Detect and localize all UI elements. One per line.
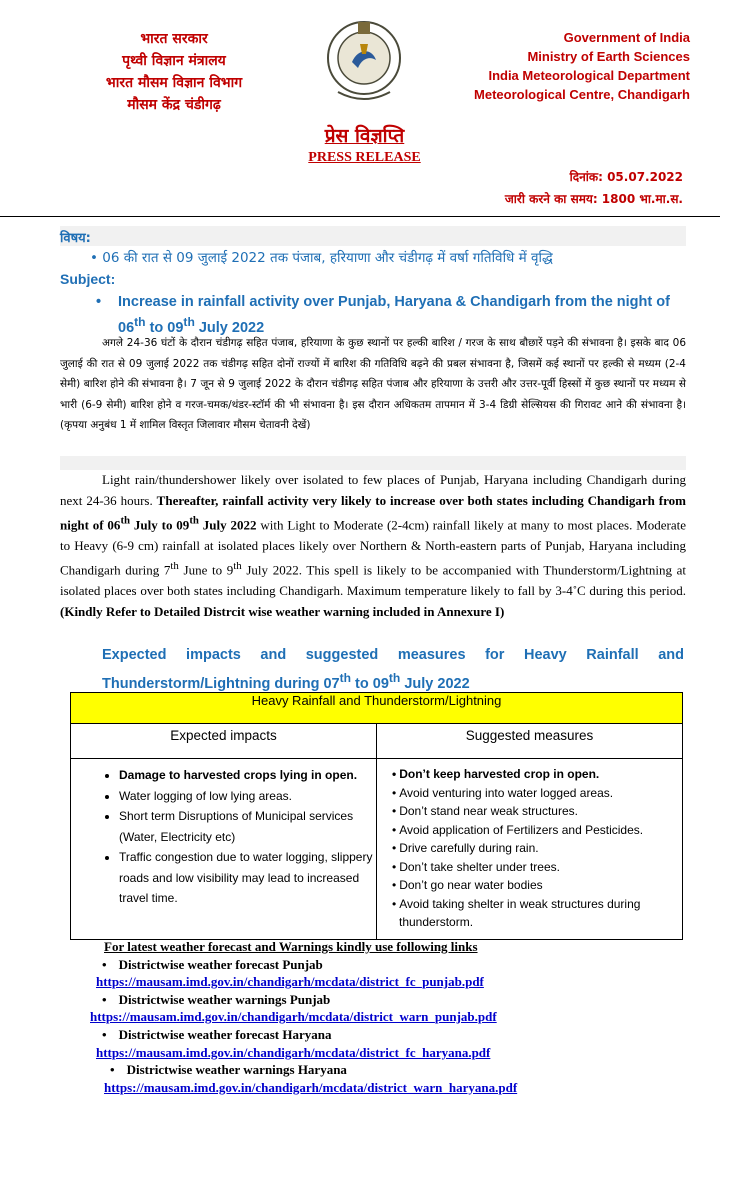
superscript: th [120, 515, 131, 527]
para-text: with Light to Moderate (2-4cm) rainfall likely at many to most places. Moderate to Heavy (6-9 cm) rainfall at isolated places likely over Northern & North-eastern parts of Punjab, Haryana including Chandigarh during 7 [60, 517, 687, 578]
english-paragraph [60, 470, 686, 622]
subject-english-line [118, 292, 696, 338]
superscript: th [170, 560, 179, 573]
superscript: th [183, 315, 195, 329]
list-item: • Water logging of low lying areas. [119, 786, 376, 807]
hindi-header-line: भारत मौसम विज्ञान विभाग [105, 75, 243, 91]
list-item: • Don’t take shelter under trees. [399, 858, 682, 877]
subject-english-part: 06 [118, 319, 135, 336]
link-label: • Districtwise weather forecast Haryana [102, 1026, 706, 1044]
impacts-cell [71, 759, 377, 940]
links-section [90, 938, 706, 1096]
superscript: th [388, 671, 401, 685]
subject-hindi-text: 06 की रात से 09 जुलाई 2022 तक पंजाब, हरियाणा और चंडीगढ़ में वर्षा गतिविधि में वृद्धि [102, 250, 553, 266]
list-item: • Traffic congestion due to water logging, slippery roads and low visibility may lead to increased travel time. [119, 847, 376, 909]
hindi-header-line: पृथ्वी विज्ञान मंत्रालय [122, 53, 226, 69]
warnings-haryana-link[interactable]: https://mausam.imd.gov.in/chandigarh/mcdata/district_warn_haryana.pdf [104, 1079, 518, 1095]
list-item: • Don’t go near water bodies [399, 876, 682, 895]
english-header-line: Meteorological Centre, Chandigarh [474, 87, 690, 102]
column-header-measures: Suggested measures [377, 724, 683, 759]
para-text: June to 9 [178, 562, 234, 578]
list-item: • Don’t keep harvested crop in open. [399, 765, 682, 784]
heading-part: to 09 [351, 675, 389, 692]
link-label: • Districtwise weather warnings Punjab [102, 991, 706, 1009]
impacts-heading [102, 644, 684, 696]
superscript: th [189, 515, 199, 527]
hindi-header-line: भारत सरकार [140, 31, 208, 47]
subject-label-english: Subject: [60, 271, 116, 287]
link-label: • Districtwise weather forecast Punjab [102, 956, 706, 974]
english-header-line: Government of India [563, 30, 690, 45]
press-release-title-hindi: प्रेस विज्ञप्ति [324, 125, 405, 147]
para-bold: July 2022 [198, 517, 257, 533]
subject-text-hindi: • 06 की रात से 09 जुलाई 2022 तक पंजाब, हरियाणा और चंडीगढ़ में वर्षा गतिविधि में वृद्धि [90, 250, 553, 266]
superscript: th [339, 671, 352, 685]
list-item: • Short term Disruptions of Municipal services (Water, Electricity etc) [119, 806, 376, 847]
english-header-line: India Meteorological Department [488, 68, 690, 83]
link-label: • Districtwise weather warnings Haryana [110, 1061, 706, 1079]
subject-english-part: to 09 [145, 319, 184, 336]
list-item: • Drive carefully during rain. [399, 839, 682, 858]
subject-english-part: July 2022 [194, 319, 265, 336]
heading-part: July 2022 [400, 675, 470, 692]
superscript: th [134, 315, 146, 329]
superscript: th [233, 560, 242, 573]
impacts-list [71, 765, 376, 909]
table-title: Heavy Rainfall and Thunderstorm/Lightning [71, 693, 683, 724]
list-item: • Avoid application of Fertilizers and Pesticides. [399, 821, 682, 840]
press-release-title-english: PRESS RELEASE [308, 150, 421, 165]
paragraph-band [60, 456, 686, 470]
bullet-icon: • [96, 294, 102, 310]
warnings-punjab-link[interactable]: https://mausam.imd.gov.in/chandigarh/mcdata/district_warn_punjab.pdf [90, 1009, 497, 1025]
forecast-punjab-link[interactable]: https://mausam.imd.gov.in/chandigarh/mcdata/district_fc_punjab.pdf [96, 974, 484, 990]
heading-part: Expected impacts and suggested measures for Heavy Rainfall and Thunderstorm/Lightning during 07 [102, 647, 684, 692]
list-item: • Damage to harvested crops lying in open. [119, 765, 376, 786]
links-heading: For latest weather forecast and Warnings kindly use following links [104, 939, 478, 954]
para-bold: (Kindly Refer to Detailed Distrcit wise weather warning included in Annexure I) [60, 603, 505, 619]
list-item: • Avoid taking shelter in weak structures during thunderstorm. [399, 895, 682, 932]
english-header [430, 28, 690, 104]
column-header-impacts: Expected impacts [71, 724, 377, 759]
measures-cell [377, 759, 683, 940]
impacts-table [70, 692, 683, 940]
hindi-paragraph: अगले 24-36 घंटों के दौरान चंडीगढ़ सहित पंजाब, हरियाणा के कुछ स्थानों पर हल्की बारिश / गरज के साथ बौछारें पड़ने की संभावना है। इसके बाद 06 जुलाई की रात से 09 जुलाई 2022 तक चंडीगढ़ सहित दोनों राज्यों में बारिश की गतिविधि बढ़ने की प्रबल संभावना है, जिसमें कई स्थानों पर हल्की से मध्यम (2-4 सेमी) बारिश होने की संभावना है। 7 जून से 9 जुलाई 2022 के दौरान चंडीगढ़ सहित पंजाब और हरियाणा के उत्तरी और उत्तर-पूर्वी हिस्सों में कुछ स्थानों पर मध्यम से भारी (6-9 सेमी) बारिश होने व गरज-चमक/थंडर-स्टॉर्म की भी संभावना है। इस दौरान अधिकतम तापमान में 3-4 डिग्री सेल्सियस की गिरावट आने की संभावना है। (कृपया अनुबंध 1 में शामिल विस्तृत जिलावार मौसम चेतावनी देखें) [60, 337, 686, 431]
hindi-header [84, 28, 264, 116]
english-header-line: Ministry of Earth Sciences [527, 49, 690, 64]
header-divider [0, 216, 720, 217]
subject-text-english [96, 292, 696, 338]
subject-english-part: Increase in rainfall activity over Punjab, Haryana & Chandigarh from the night of [118, 294, 670, 310]
para-text: July 2022. This spell is likely to be accompanied with Thunderstorm/Lightning at isolated places over both states including Chandigarh. Maximum temperature likely to fall by 3-4˚C during this period. [60, 562, 686, 599]
para-text: Light rain/thundershower likely over isolated to few places of Punjab, Haryana including Chandigarh during next 24-36 hours. [60, 472, 686, 508]
measures-list [377, 765, 682, 932]
forecast-haryana-link[interactable]: https://mausam.imd.gov.in/chandigarh/mcdata/district_fc_haryana.pdf [96, 1044, 491, 1060]
para-bold: July to 09 [130, 517, 190, 533]
imd-emblem-logo [318, 14, 410, 106]
issue-time: जारी करने का समय: 1800 भा.मा.स. [504, 192, 683, 206]
para-bold: Thereafter, rainfall activity very likely to increase over both states including Chandigarh from night of 06 [60, 492, 686, 533]
issue-date: दिनांक: 05.07.2022 [569, 170, 683, 184]
list-item: • Don’t stand near weak structures. [399, 802, 682, 821]
hindi-header-line: मौसम केंद्र चंडीगढ़ [127, 97, 221, 113]
subject-band [60, 226, 686, 246]
issue-meta [505, 166, 683, 210]
subject-label-hindi: विषय: [60, 231, 91, 246]
list-item: • Avoid venturing into water logged areas. [399, 784, 682, 803]
